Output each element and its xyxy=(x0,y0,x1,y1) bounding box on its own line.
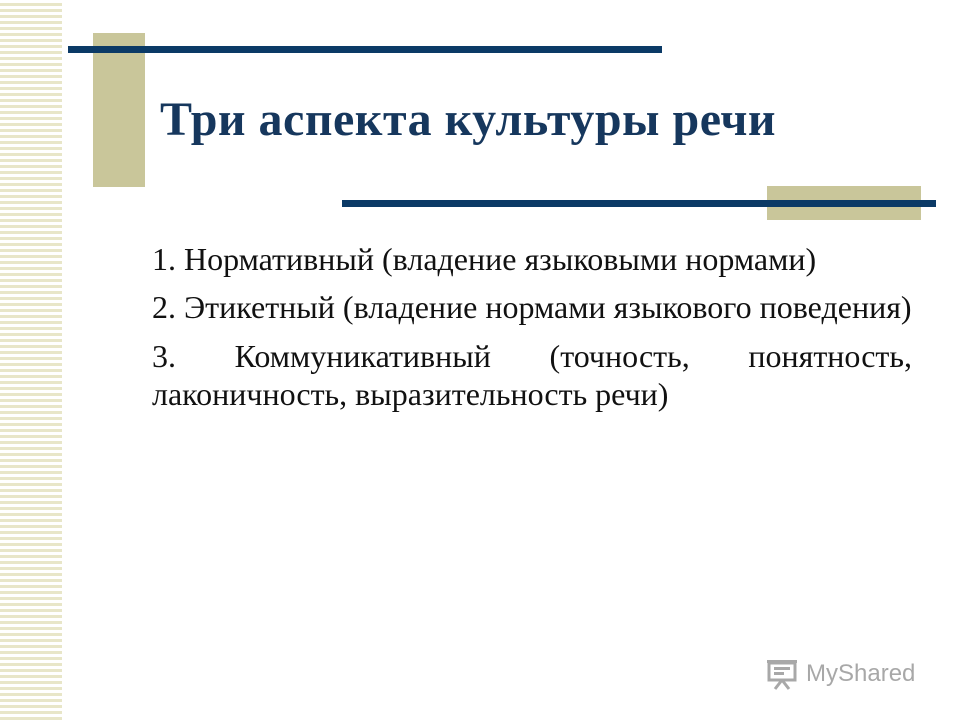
logo-text: MyShared xyxy=(806,660,916,687)
slide-content xyxy=(152,240,912,424)
slide-title: Три аспекта культуры речи xyxy=(160,93,777,146)
decorative-vertical-bar xyxy=(93,33,145,187)
presentation-board-icon xyxy=(766,657,800,691)
list-item: 3. Коммуникативный (точность, понятность, лаконичность, выразительность речи) xyxy=(152,337,912,413)
myshared-logo xyxy=(766,657,915,691)
list-item: 2. Этикетный (владение нормами языкового поведения) xyxy=(152,289,912,326)
decorative-bottom-line xyxy=(342,200,936,207)
decorative-top-line xyxy=(68,46,662,53)
decorative-stripes xyxy=(0,0,68,720)
list-item: 1. Нормативный (владение языковыми нормами) xyxy=(152,241,817,277)
